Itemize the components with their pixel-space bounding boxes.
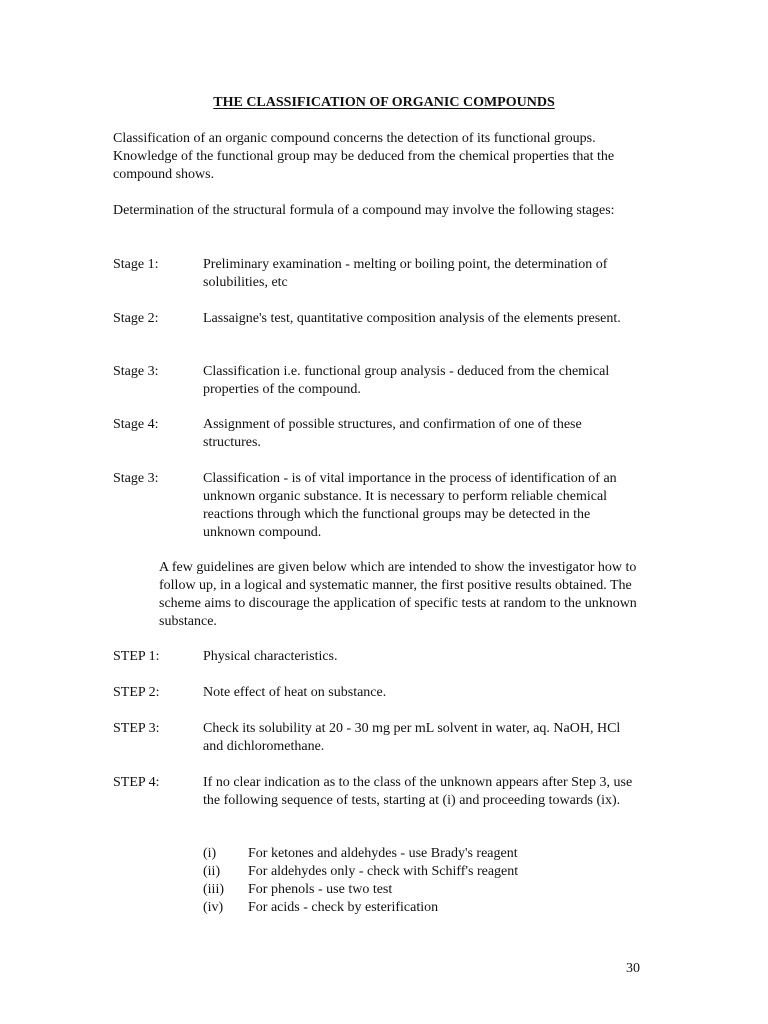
test-text: For aldehydes only - check with Schiff's reagent: [248, 864, 519, 879]
test-number: (i): [203, 846, 217, 861]
stage-label: Stage 3:: [113, 364, 159, 379]
stage-label: Stage 2:: [113, 311, 159, 326]
step-text: If no clear indication as to the class of the unknown appears after Step 3, use the following sequence of tests, starting at (i) and proceeding towards (ix).: [203, 775, 633, 808]
test-text: For ketones and aldehydes - use Brady's reagent: [248, 846, 518, 861]
step-label: STEP 3:: [113, 721, 160, 736]
step-label: STEP 1:: [113, 649, 160, 664]
stage-text: Preliminary examination - melting or boiling point, the determination of solubilities, etc: [203, 257, 608, 290]
stage-label: Stage 3:: [113, 471, 159, 486]
step-label: STEP 2:: [113, 685, 160, 700]
stage-text: Assignment of possible structures, and confirmation of one of these structures.: [203, 417, 582, 450]
step-text: Note effect of heat on substance.: [203, 685, 387, 700]
test-number: (ii): [203, 864, 221, 879]
test-text: For phenols - use two test: [248, 882, 393, 897]
test-text: For acids - check by esterification: [248, 900, 439, 915]
stage-text: Classification - is of vital importance in the process of identification of an unknown organic substance. It is necessary to perform reliable chemical reactions through which the functional groups may be detected in the unknown compound.: [203, 471, 617, 540]
page-number: 30: [626, 961, 640, 976]
step-text: Check its solubility at 20 - 30 mg per mL solvent in water, aq. NaOH, HCl and dichloromethane.: [203, 721, 621, 754]
stage-text: Classification i.e. functional group analysis - deduced from the chemical properties of the compound.: [203, 364, 610, 397]
stage-label: Stage 4:: [113, 417, 159, 432]
determination-paragraph: Determination of the structural formula of a compound may involve the following stages:: [113, 203, 615, 218]
stage-label: Stage 1:: [113, 257, 159, 272]
stage-text: Lassaigne's test, quantitative composition analysis of the elements present.: [203, 311, 621, 326]
step-label: STEP 4:: [113, 775, 160, 790]
step-text: Physical characteristics.: [203, 649, 338, 664]
test-number: (iii): [203, 882, 224, 897]
test-number: (iv): [203, 900, 224, 915]
page-title: THE CLASSIFICATION OF ORGANIC COMPOUNDS: [213, 95, 555, 110]
guidelines-paragraph: A few guidelines are given below which are intended to show the investigator how to follow up, in a logical and systematic manner, the first positive results obtained. The scheme aims to discourage the application of specific tests at random to the unknown substance.: [159, 560, 637, 629]
intro-paragraph: Classification of an organic compound concerns the detection of its functional groups. Knowledge of the functional group may be deduced from the chemical properties that the compound shows.: [113, 131, 615, 182]
